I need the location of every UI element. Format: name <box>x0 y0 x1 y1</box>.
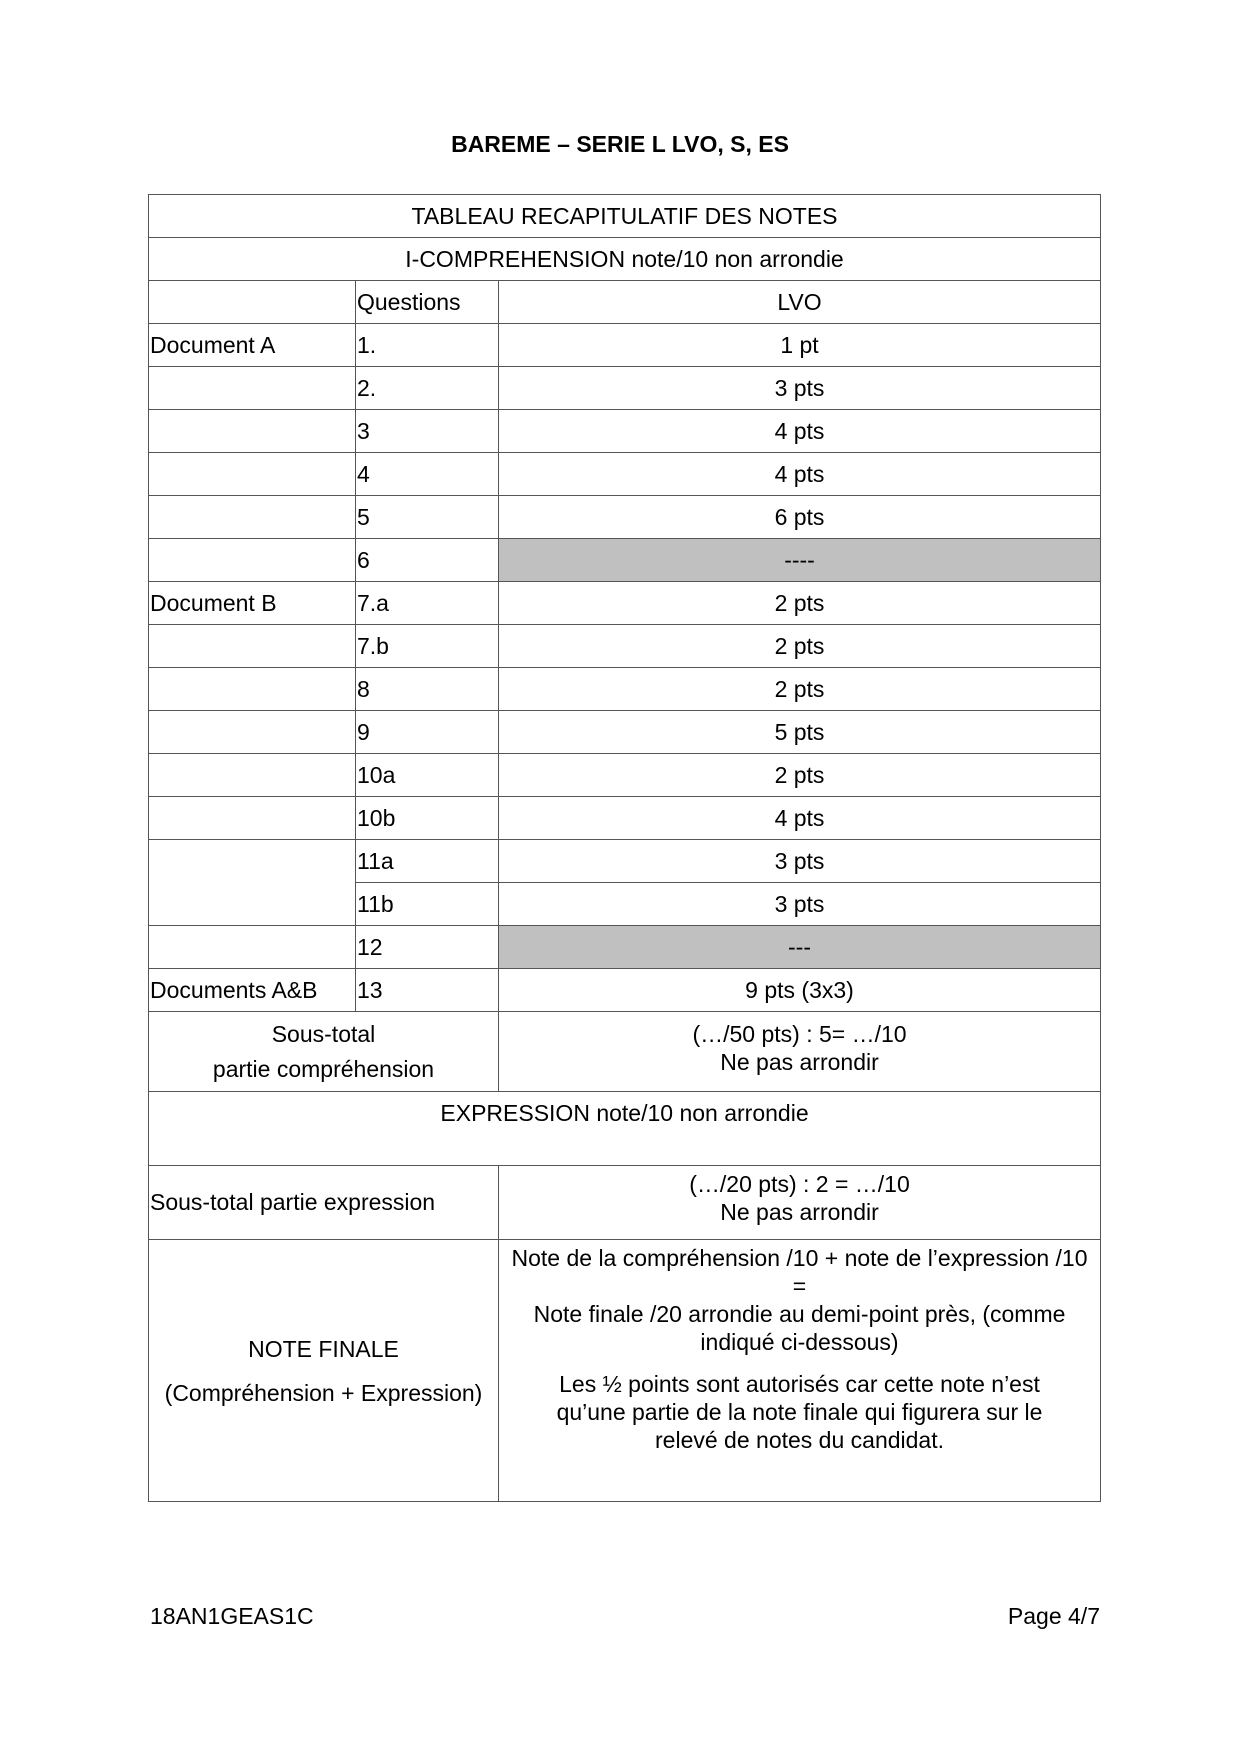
points-cell: 4 pts <box>499 797 1101 840</box>
points-cell: 2 pts <box>499 754 1101 797</box>
table-row <box>149 797 1101 840</box>
points-cell: 5 pts <box>499 711 1101 754</box>
table-header-row <box>149 195 1101 238</box>
table-row <box>149 410 1101 453</box>
question-cell: 4 <box>356 453 499 496</box>
final-grade-formula: Note de la compréhension /10 + note de l’expression /10 = <box>511 1245 1088 1299</box>
table-row <box>149 926 1101 969</box>
question-cell: 10b <box>356 797 499 840</box>
col-lvo: LVO <box>499 281 1101 324</box>
question-cell: 5 <box>356 496 499 539</box>
points-cell: 2 pts <box>499 582 1101 625</box>
doc-cell <box>149 668 356 711</box>
table-row <box>149 539 1101 582</box>
subtotal-comprehension-value <box>499 1012 1101 1092</box>
doc-cell <box>149 367 356 410</box>
doc-cell <box>149 453 356 496</box>
subtotal-comprehension-row <box>149 1012 1101 1092</box>
subtotal-comprehension-formula: (…/50 pts) : 5= …/10 <box>692 1021 907 1047</box>
question-cell: 3 <box>356 410 499 453</box>
final-grade-rounding: Note finale /20 arrondie au demi-point près, (comme indiqué ci-dessous) <box>533 1301 1066 1355</box>
subtotal-expression-label: Sous-total partie expression <box>149 1166 499 1240</box>
points-cell: 4 pts <box>499 410 1101 453</box>
subtotal-comprehension-label-1: Sous-total <box>271 1021 376 1047</box>
final-grade-instructions <box>499 1240 1101 1502</box>
table-row <box>149 625 1101 668</box>
section-comprehension: I-COMPREHENSION note/10 non arrondie <box>149 238 1101 281</box>
section-expression: EXPRESSION note/10 non arrondie <box>149 1092 1101 1166</box>
table-row <box>149 711 1101 754</box>
question-cell: 8 <box>356 668 499 711</box>
spacer <box>503 1356 1096 1370</box>
subtotal-comprehension-note: Ne pas arrondir <box>720 1049 879 1075</box>
table-row <box>149 367 1101 410</box>
doc-cell <box>149 840 356 926</box>
table-header: TABLEAU RECAPITULATIF DES NOTES <box>149 195 1101 238</box>
subtotal-expression-note: Ne pas arrondir <box>720 1199 879 1225</box>
doc-cell: Document B <box>149 582 356 625</box>
doc-cell <box>149 754 356 797</box>
section-expression-row <box>149 1092 1101 1166</box>
points-cell: 2 pts <box>499 668 1101 711</box>
doc-cell <box>149 539 356 582</box>
question-cell: 12 <box>356 926 499 969</box>
page-title: BAREME – SERIE L LVO, S, ES <box>451 131 789 157</box>
final-grade-half-points-note: Les ½ points sont autorisés car cette note n’est qu’une partie de la note finale qui figurera sur le relevé de notes du candidat. <box>556 1371 1043 1453</box>
doc-cell <box>149 410 356 453</box>
points-cell-shaded: ---- <box>499 539 1101 582</box>
final-grade-subtitle: (Compréhension + Expression) <box>164 1379 483 1406</box>
points-cell: 3 pts <box>499 367 1101 410</box>
table-row <box>149 754 1101 797</box>
points-cell: 4 pts <box>499 453 1101 496</box>
points-cell: 6 pts <box>499 496 1101 539</box>
subtotal-comprehension-label-2: partie compréhension <box>212 1056 435 1082</box>
question-cell: 7.a <box>356 582 499 625</box>
subtotal-expression-formula: (…/20 pts) : 2 = …/10 <box>689 1171 910 1197</box>
points-cell: 3 pts <box>499 840 1101 883</box>
points-cell: 3 pts <box>499 883 1101 926</box>
doc-cell: Document A <box>149 324 356 367</box>
column-headers-row <box>149 281 1101 324</box>
question-cell: 10a <box>356 754 499 797</box>
question-cell: 1. <box>356 324 499 367</box>
table-row <box>149 582 1101 625</box>
subtotal-expression-row <box>149 1166 1101 1240</box>
subtotal-expression-value <box>499 1166 1101 1240</box>
empty-header-cell <box>149 281 356 324</box>
col-questions: Questions <box>356 281 499 324</box>
points-cell: 1 pt <box>499 324 1101 367</box>
subtotal-comprehension-label <box>149 1012 499 1092</box>
question-cell: 11a <box>356 840 499 883</box>
document-code: 18AN1GEAS1C <box>150 1603 314 1629</box>
doc-cell <box>149 496 356 539</box>
table-row <box>149 668 1101 711</box>
page-number: Page 4/7 <box>1007 1603 1100 1629</box>
table-row <box>149 840 1101 883</box>
final-grade-label <box>149 1240 499 1502</box>
doc-cell <box>149 926 356 969</box>
question-cell: 6 <box>356 539 499 582</box>
doc-cell <box>149 797 356 840</box>
final-grade-title: NOTE FINALE <box>248 1335 399 1362</box>
doc-cell <box>149 711 356 754</box>
points-cell: 2 pts <box>499 625 1101 668</box>
table-row <box>149 496 1101 539</box>
final-grade-row <box>149 1240 1101 1502</box>
points-cell-shaded: --- <box>499 926 1101 969</box>
grading-table <box>148 194 1101 1502</box>
question-cell: 2. <box>356 367 499 410</box>
points-cell: 9 pts (3x3) <box>499 969 1101 1012</box>
question-cell: 9 <box>356 711 499 754</box>
question-cell: 7.b <box>356 625 499 668</box>
section-comprehension-row <box>149 238 1101 281</box>
table-row <box>149 324 1101 367</box>
question-cell: 11b <box>356 883 499 926</box>
table-row <box>149 969 1101 1012</box>
table-row <box>149 453 1101 496</box>
question-cell: 13 <box>356 969 499 1012</box>
doc-cell <box>149 625 356 668</box>
doc-cell: Documents A&B <box>149 969 356 1012</box>
